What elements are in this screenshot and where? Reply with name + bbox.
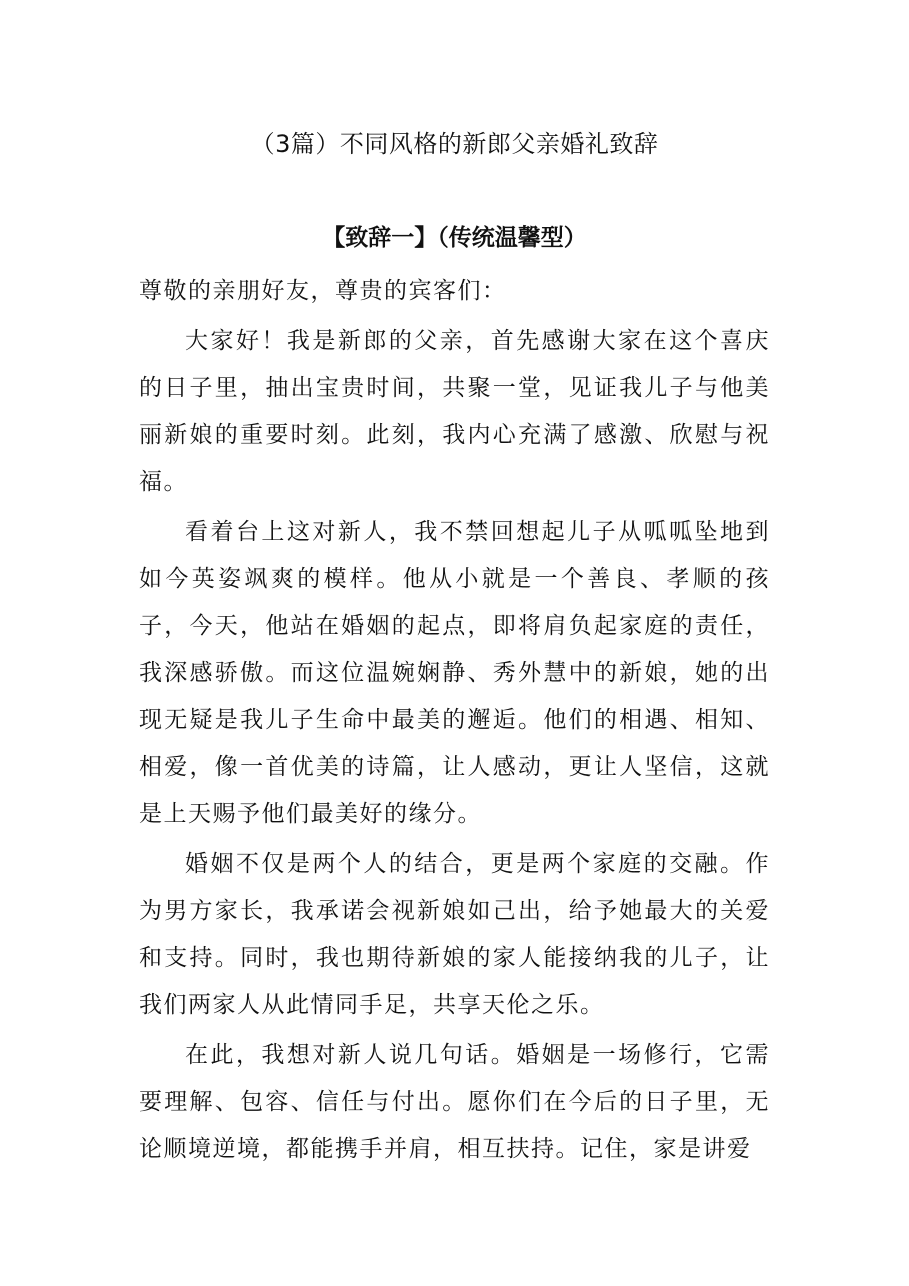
- salutation: 尊敬的亲朋好友，尊贵的宾客们：: [139, 278, 507, 304]
- speech-body: [139, 268, 770, 1173]
- section-heading: 【致辞一】（传统温馨型）: [322, 225, 587, 251]
- paragraph: 大家好！我是新郎的父亲，首先感谢大家在这个喜庆的日子里，抽出宝贵时间，共聚一堂，见证我儿子与他美丽新娘的重要时刻。此刻，我内心充满了感激、欣慰与祝福。: [139, 328, 770, 495]
- paragraph: 婚姻不仅是两个人的结合，更是两个家庭的交融。作为男方家长，我承诺会视新娘如己出，给予她最大的关爱和支持。同时，我也期待新娘的家人能接纳我的儿子，让我们两家人从此情同手足，共享天伦之乐。: [139, 851, 770, 1018]
- paragraph: 在此，我想对新人说几句话。婚姻是一场修行，它需要理解、包容、信任与付出。愿你们在今后的日子里，无论顺境逆境，都能携手并肩，相互扶持。记住，家是讲爱: [139, 1042, 770, 1162]
- document-title: （3篇）不同风格的新郎父亲婚礼致辞: [250, 130, 659, 158]
- paragraph: 看着台上这对新人，我不禁回想起儿子从呱呱坠地到如今英姿飒爽的模样。他从小就是一个善良、孝顺的孩子，今天，他站在婚姻的起点，即将肩负起家庭的责任，我深感骄傲。而这位温婉娴静、秀外慧中的新娘，她的出现无疑是我儿子生命中最美的邂逅。他们的相遇、相知、相爱，像一首优美的诗篇，让人感动，更让人坚信，这就是上天赐予他们最美好的缘分。: [139, 519, 770, 827]
